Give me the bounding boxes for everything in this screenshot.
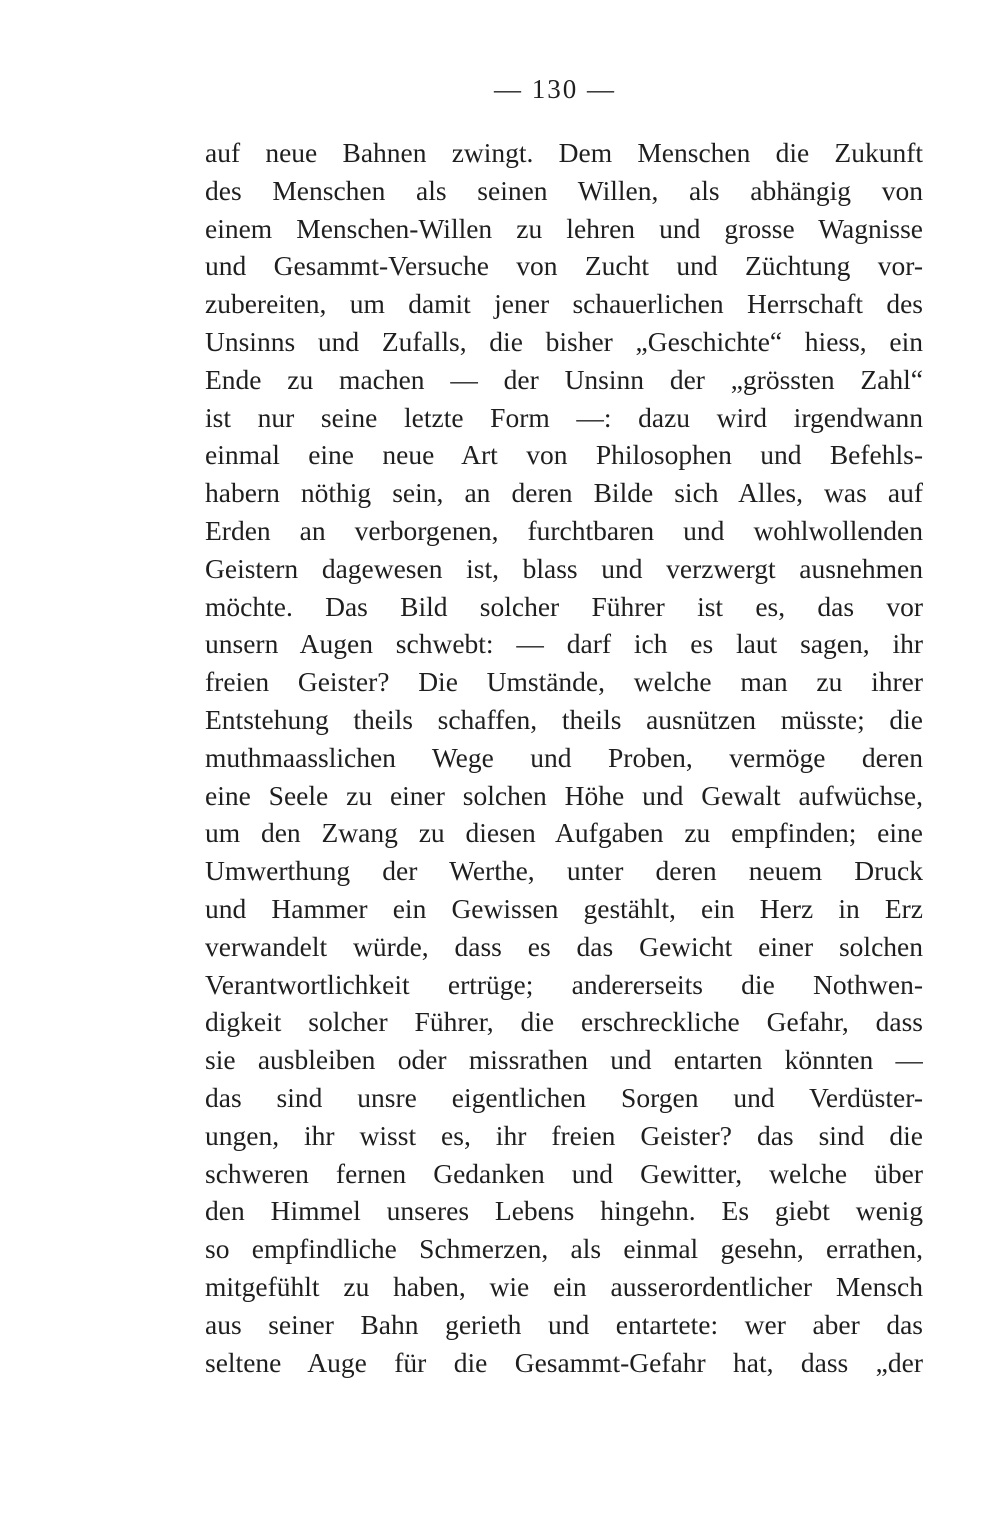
text-line: verwandelt würde, dass es das Gewicht einer solchen [205, 930, 923, 962]
text-line: sie ausbleiben oder missrathen und entarten könnten — [205, 1044, 923, 1076]
body-text [205, 134, 923, 1381]
text-line: einmal eine neue Art von Philosophen und Befehls- [205, 439, 923, 471]
text-line: Verantwortlichkeit ertrüge; andererseits die Nothwen- [205, 968, 923, 1000]
text-line: unsern Augen schwebt: — darf ich es laut sagen, ihr [205, 628, 923, 660]
text-line: Geistern dagewesen ist, blass und verzwergt ausnehmen [205, 552, 923, 584]
text-line: digkeit solcher Führer, die erschreckliche Gefahr, dass [205, 1006, 923, 1038]
text-line: mitgefühlt zu haben, wie ein ausserordentlicher Mensch [205, 1270, 923, 1302]
text-line: Unsinns und Zufalls, die bisher „Geschichte“ hiess, ein [205, 325, 923, 357]
text-line: einem Menschen-Willen zu lehren und grosse Wagnisse [205, 212, 923, 244]
text-line: seltene Auge für die Gesammt-Gefahr hat, dass „der [205, 1346, 923, 1378]
text-line: und Gesammt-Versuche von Zucht und Züchtung vor- [205, 250, 923, 282]
text-line: möchte. Das Bild solcher Führer ist es, das vor [205, 590, 923, 622]
text-line: aus seiner Bahn gerieth und entartete: wer aber das [205, 1308, 923, 1340]
text-line: Umwerthung der Werthe, unter deren neuem Druck [205, 855, 923, 887]
text-line: habern nöthig sein, an deren Bilde sich Alles, was auf [205, 477, 923, 509]
text-line: das sind unsre eigentlichen Sorgen und Verdüster- [205, 1081, 923, 1113]
text-line: freien Geister? Die Umstände, welche man zu ihrer [205, 666, 923, 698]
text-line: zubereiten, um damit jener schauerlichen Herrschaft des [205, 288, 923, 320]
text-line: Erden an verborgenen, furchtbaren und wohlwollenden [205, 514, 923, 546]
text-line: um den Zwang zu diesen Aufgaben zu empfinden; eine [205, 817, 923, 849]
text-line: und Hammer ein Gewissen gestählt, ein Herz in Erz [205, 892, 923, 924]
text-line: ist nur seine letzte Form —: dazu wird irgendwann [205, 401, 923, 433]
page-number: — 130 — [494, 74, 616, 104]
text-line: muthmaasslichen Wege und Proben, vermöge deren [205, 741, 923, 773]
text-line: schweren fernen Gedanken und Gewitter, welche über [205, 1157, 923, 1189]
text-line: Entstehung theils schaffen, theils ausnützen müsste; die [205, 703, 923, 735]
text-line: eine Seele zu einer solchen Höhe und Gewalt aufwüchse, [205, 779, 923, 811]
text-line: des Menschen als seinen Willen, als abhängig von [205, 174, 923, 206]
text-line: auf neue Bahnen zwingt. Dem Menschen die Zukunft [205, 137, 923, 168]
text-line: ungen, ihr wisst es, ihr freien Geister? das sind die [205, 1119, 923, 1151]
text-line: so empfindliche Schmerzen, als einmal gesehn, errathen, [205, 1233, 923, 1265]
text-line: Ende zu machen — der Unsinn der „grössten Zahl“ [205, 363, 923, 395]
text-line: den Himmel unseres Lebens hingehn. Es giebt wenig [205, 1195, 923, 1227]
